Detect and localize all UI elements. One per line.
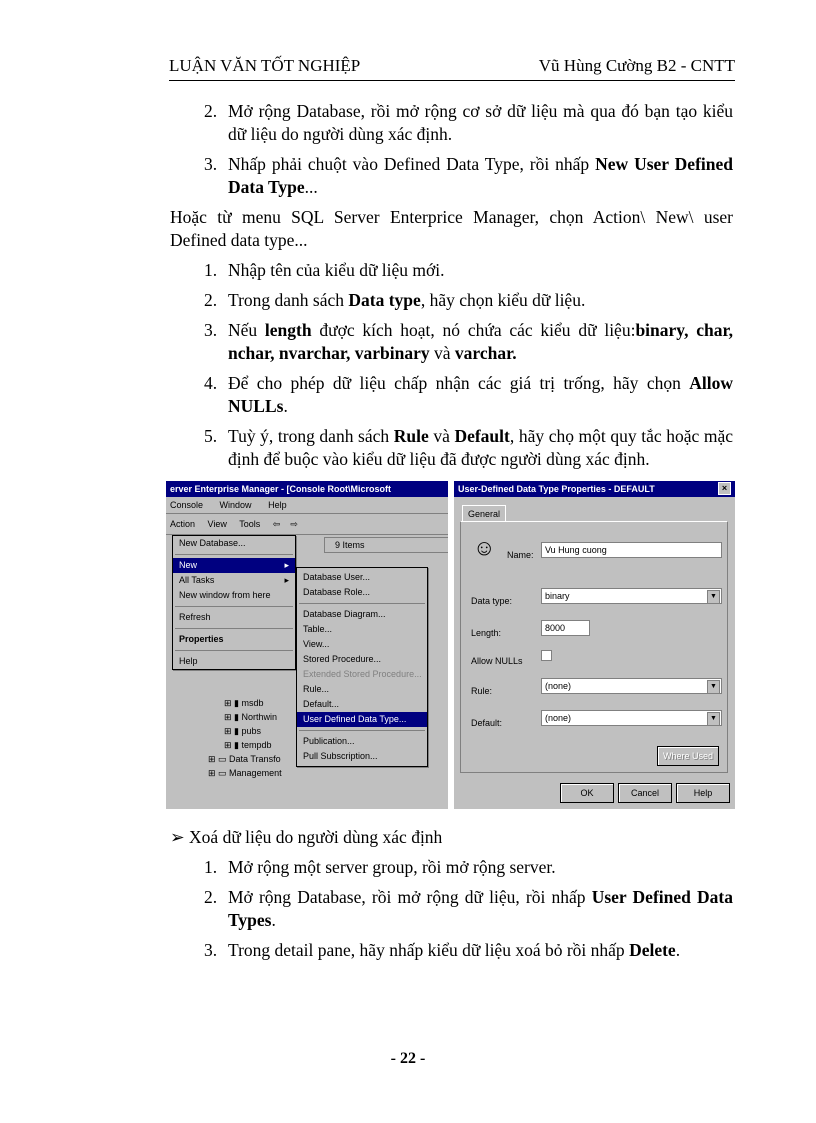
menu-item-help[interactable]: Help bbox=[179, 656, 198, 666]
menu-item-refresh[interactable]: Refresh bbox=[179, 612, 211, 622]
submenu-user-defined-data-type[interactable]: User Defined Data Type... bbox=[297, 712, 427, 727]
datatype-label: Data type: bbox=[471, 596, 513, 606]
tree-item[interactable]: ⊞ ▮ msdb bbox=[224, 698, 264, 708]
udt-properties-dialog bbox=[454, 481, 735, 809]
tab-general[interactable]: General bbox=[462, 505, 506, 522]
paragraph: Hoặc từ menu SQL Server Enterprice Manager, chọn Action\ New\ user Defined data type... bbox=[170, 207, 733, 250]
header-right: Vũ Hùng Cường B2 - CNTT bbox=[538, 56, 735, 75]
list-item: 2. Trong danh sách Data type, hãy chọn kiểu dữ liệu. bbox=[204, 290, 586, 310]
submenu-database-diagram[interactable]: Database Diagram... bbox=[303, 609, 386, 619]
toolbar-action[interactable]: Action bbox=[170, 519, 196, 529]
tree-item[interactable]: ⊞ ▮ pubs bbox=[224, 726, 262, 736]
help-button[interactable]: Help bbox=[676, 783, 730, 803]
length-input[interactable]: 8000 bbox=[541, 620, 590, 636]
toolbar-view[interactable]: View bbox=[207, 519, 227, 529]
submenu-extended-stored-procedure: Extended Stored Procedure... bbox=[303, 669, 422, 679]
close-icon[interactable]: × bbox=[718, 482, 731, 495]
datatype-select[interactable]: binary ▼ bbox=[541, 588, 722, 604]
name-input[interactable]: Vu Hung cuong bbox=[541, 542, 722, 558]
menu-item-all-tasks[interactable]: All Tasks ▸ bbox=[173, 573, 295, 588]
submenu-table[interactable]: Table... bbox=[303, 624, 333, 634]
default-label: Default: bbox=[471, 718, 503, 728]
window-title: erver Enterprise Manager - [Console Root\Microsoft bbox=[166, 481, 448, 497]
menu-window[interactable]: Window bbox=[219, 500, 252, 510]
menu-item-properties[interactable]: Properties bbox=[179, 634, 224, 644]
tree-view bbox=[208, 696, 282, 780]
items-count: 9 Items bbox=[324, 537, 448, 553]
allownulls-checkbox[interactable] bbox=[541, 650, 552, 661]
menu-item-new-database[interactable]: New Database... bbox=[179, 538, 246, 548]
menu-item-new[interactable]: New ▸ bbox=[173, 558, 295, 573]
list-item: 2. Mở rộng Database, rồi mở rộng cơ sở dữ liệu mà qua đó bạn tạo kiểu dữ liệu do người dùng xác định. bbox=[204, 101, 733, 144]
dialog-title: User-Defined Data Type Properties - DEFAULT × bbox=[454, 481, 735, 497]
menu-help[interactable]: Help bbox=[268, 500, 287, 510]
arrow-bullet-icon: ➢ bbox=[170, 827, 185, 847]
rule-select[interactable]: (none) ▼ bbox=[541, 678, 722, 694]
submenu-arrow-icon: ▸ bbox=[284, 575, 289, 585]
page-header bbox=[169, 54, 735, 81]
name-label: Name: bbox=[507, 550, 534, 560]
page-body bbox=[170, 100, 733, 969]
submenu-database-role[interactable]: Database Role... bbox=[303, 587, 371, 597]
ok-button[interactable]: OK bbox=[560, 783, 614, 803]
forward-arrow-icon[interactable]: ⇨ bbox=[290, 519, 298, 529]
menu-bar bbox=[166, 497, 448, 514]
user-icon: ☺ bbox=[473, 535, 496, 560]
submenu-default[interactable]: Default... bbox=[303, 699, 340, 709]
submenu-database-user[interactable]: Database User... bbox=[303, 572, 371, 582]
context-menu bbox=[172, 535, 296, 670]
list-item: 2. Mở rộng Database, rồi mở rộng dữ liệu, rồi nhấp User Defined Data Types. bbox=[204, 887, 734, 930]
chevron-down-icon: ▼ bbox=[707, 680, 720, 694]
list-item: 1. Mở rộng một server group, rồi mở rộng server. bbox=[204, 857, 556, 877]
default-select[interactable]: (none) ▼ bbox=[541, 710, 722, 726]
length-label: Length: bbox=[471, 628, 502, 638]
tree-item[interactable]: ⊞ ▮ Northwin bbox=[224, 712, 278, 722]
list-item: 3. Trong detail pane, hãy nhấp kiểu dữ liệu xoá bỏ rồi nhấp Delete. bbox=[204, 940, 681, 960]
cancel-button[interactable]: Cancel bbox=[618, 783, 672, 803]
submenu-stored-procedure[interactable]: Stored Procedure... bbox=[303, 654, 382, 664]
list-item: 3. Nhấp phải chuột vào Defined Data Type, rồi nhấp New User Defined Data Type... bbox=[204, 154, 733, 197]
submenu-pull-subscription[interactable]: Pull Subscription... bbox=[303, 751, 378, 761]
list-item: 1. Nhập tên của kiểu dữ liệu mới. bbox=[204, 260, 445, 280]
back-arrow-icon[interactable]: ⇦ bbox=[272, 519, 281, 529]
bullet-heading: ➢ Xoá dữ liệu do người dùng xác định bbox=[170, 827, 443, 847]
new-submenu bbox=[296, 567, 428, 767]
general-panel bbox=[460, 521, 728, 773]
figure bbox=[170, 481, 733, 811]
tree-item[interactable]: ⊞ ▭ Management bbox=[208, 768, 282, 778]
page-number: - 22 - bbox=[390, 1050, 426, 1067]
submenu-view[interactable]: View... bbox=[303, 639, 330, 649]
submenu-publication[interactable]: Publication... bbox=[303, 736, 355, 746]
enterprise-manager-screenshot bbox=[166, 481, 448, 809]
where-used-button: Where Used bbox=[657, 746, 719, 766]
toolbar-tools[interactable]: Tools bbox=[239, 519, 261, 529]
header-left: LUẬN VĂN TỐT NGHIỆP bbox=[169, 56, 361, 75]
list-item: 4. Để cho phép dữ liệu chấp nhận các giá trị trống, hãy chọn Allow NULLs. bbox=[204, 373, 733, 416]
list-item: 3. Nếu length được kích hoạt, nó chứa các kiểu dữ liệu:binary, char, nchar, nvarchar, varbinary và varchar. bbox=[204, 320, 733, 363]
menu-item-new-window[interactable]: New window from here bbox=[179, 590, 271, 600]
tree-item[interactable]: ⊞ ▮ tempdb bbox=[224, 740, 272, 750]
menu-console[interactable]: Console bbox=[170, 500, 204, 510]
submenu-arrow-icon: ▸ bbox=[284, 560, 289, 570]
chevron-down-icon: ▼ bbox=[707, 590, 720, 604]
submenu-rule[interactable]: Rule... bbox=[303, 684, 330, 694]
tree-item[interactable]: ⊞ ▭ Data Transfo bbox=[208, 754, 281, 764]
rule-label: Rule: bbox=[471, 686, 493, 696]
toolbar bbox=[166, 514, 448, 535]
allownulls-label: Allow NULLs bbox=[471, 656, 523, 666]
chevron-down-icon: ▼ bbox=[707, 712, 720, 726]
list-item: 5. Tuỳ ý, trong danh sách Rule và Default, hãy chọ một quy tắc hoặc mặc định để buộc vào kiểu dữ liệu đã được người dùng xác định. bbox=[204, 426, 733, 469]
